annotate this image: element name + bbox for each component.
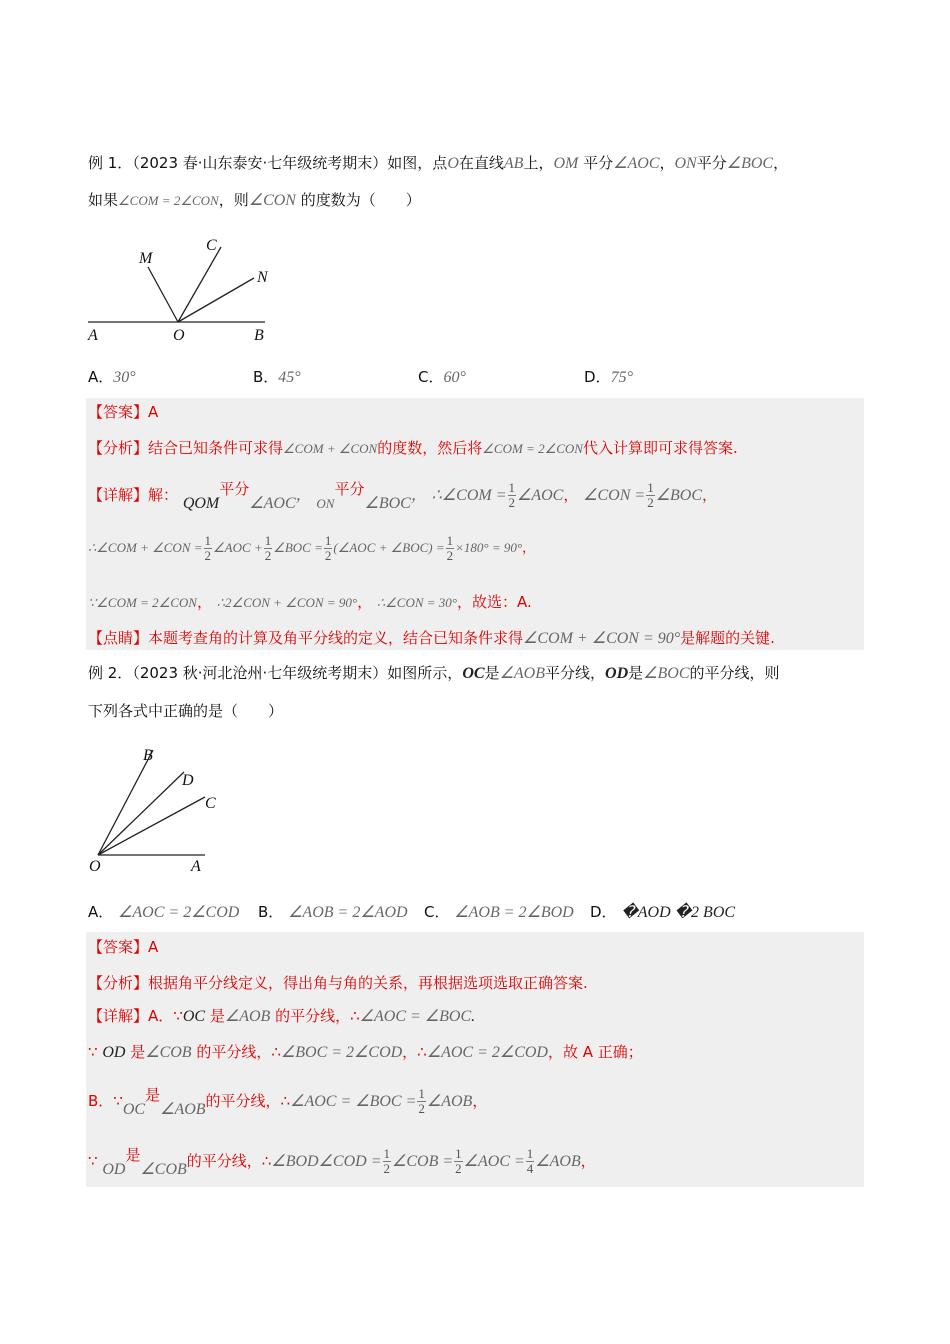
text: ， — [522, 541, 536, 556]
question-source: （2023 秋·河北沧州·七年级统考期末） — [132, 664, 388, 682]
denominator: 2 — [508, 495, 515, 510]
math: ∠COB — [140, 1161, 187, 1178]
math: ∠COM = 2∠CON — [482, 441, 583, 456]
numerator: 1 — [324, 533, 332, 548]
text: ， — [472, 1092, 488, 1110]
ray-oc — [178, 247, 221, 322]
option-value: ∠AOC = 2∠COD — [118, 904, 240, 921]
fraction — [508, 481, 517, 510]
text: 是 — [125, 1146, 141, 1164]
math: OD — [102, 1044, 126, 1061]
label-n: N — [257, 269, 268, 286]
answer-value: A — [148, 403, 159, 421]
text: 代入计算即可求得答案. — [582, 439, 738, 457]
question-source: （2023 春·山东泰安·七年级统考期末） — [132, 154, 388, 172]
denominator: 2 — [418, 1101, 425, 1116]
text: 是 — [628, 664, 644, 682]
text: ， — [659, 154, 675, 172]
q2-detail-line3 — [88, 1083, 487, 1120]
math: ∴∠CON = 30° — [376, 595, 458, 610]
math: ∠AOC = — [463, 1153, 525, 1170]
math: ∠AOC = ∠BOC — [359, 1008, 472, 1025]
math: OC — [182, 1008, 206, 1025]
ray-od — [98, 772, 184, 855]
q2-detail-line2 — [88, 1042, 643, 1063]
math: ∠BOC = — [273, 540, 323, 555]
text: 平分线， — [545, 664, 606, 682]
q2-analysis — [88, 973, 588, 993]
q1-answer — [88, 402, 158, 422]
numerator: 1 — [647, 480, 654, 495]
denominator: 2 — [264, 548, 272, 563]
text: ，故 A 正确； — [547, 1043, 643, 1061]
fraction — [446, 534, 455, 563]
text: 的度数，然后将 — [377, 439, 483, 457]
question-number: 例 2． — [88, 664, 133, 682]
numerator: 1 — [204, 533, 211, 548]
denominator: 2 — [324, 548, 332, 563]
text: 的平分线，则 — [689, 664, 780, 682]
option-key: C． — [424, 903, 450, 921]
math: ∴∠COM + ∠CON = — [88, 540, 203, 555]
ray-om — [148, 267, 178, 322]
denominator: 2 — [455, 1161, 462, 1176]
option-value: 30° — [113, 369, 136, 386]
text: 如图所示， — [387, 664, 463, 682]
text: ， — [773, 154, 789, 172]
math: ∠COB = — [392, 1153, 454, 1170]
q1-stem-line1 — [88, 153, 788, 174]
text: ，故选：A. — [457, 593, 532, 611]
option-value: �AOD �2 BOC — [621, 904, 736, 921]
numerator: 1 — [455, 1146, 462, 1161]
text: ，则 — [218, 191, 249, 209]
math: ∠AOC — [613, 155, 660, 172]
text: 是 — [130, 1043, 146, 1061]
label-c: C — [205, 795, 216, 812]
q1-option-c[interactable] — [418, 366, 466, 387]
text: 的平分线，∴ — [196, 1043, 281, 1061]
text: 本题考查角的计算及角平分线的定义，结合已知条件求得 — [148, 629, 524, 647]
text: 如果 — [88, 191, 119, 209]
q2-stem-line2 — [88, 701, 283, 721]
fraction — [526, 1147, 535, 1176]
q1-option-d[interactable] — [584, 366, 633, 387]
math: ∠COM + ∠CON — [283, 441, 378, 456]
text: 的平分线，∴ — [205, 1092, 291, 1110]
math: ∠CON = — [583, 487, 646, 504]
text: 是 — [484, 664, 500, 682]
math: OM — [553, 155, 579, 172]
option-key: D． — [590, 903, 617, 921]
q2-answer — [88, 937, 158, 957]
text: ， — [295, 487, 312, 504]
text: 解： — [148, 486, 179, 504]
math: ∠COB — [145, 1044, 192, 1061]
math: OC — [122, 1101, 146, 1118]
label-o: O — [173, 327, 185, 344]
option-key: B． — [258, 903, 284, 921]
math: ∠AOB — [160, 1101, 206, 1118]
tag: 【详解】 — [88, 1007, 149, 1025]
option-key: B． — [253, 368, 279, 386]
tag: 【分析】 — [88, 439, 149, 457]
text: 的度数为（ ） — [300, 191, 421, 209]
numerator: 1 — [383, 1146, 390, 1161]
text: 是 — [209, 1007, 225, 1025]
text: ， — [702, 486, 718, 504]
label-b: B — [143, 747, 153, 764]
math: ∴∠COM = — [431, 487, 507, 504]
q1-detail-line2 — [88, 531, 535, 566]
label-m: M — [139, 250, 153, 267]
math: ∠AOC = 2∠COD — [426, 1044, 548, 1061]
text: 是 — [145, 1086, 161, 1104]
question-number: 例 1． — [88, 154, 133, 172]
q2-option-a[interactable] — [88, 901, 239, 922]
text: 上， — [523, 154, 554, 172]
label-a: A — [88, 327, 98, 344]
math: ∠COM + ∠CON = 90° — [523, 630, 681, 647]
fraction — [454, 1147, 463, 1176]
text: ∵ — [88, 1043, 98, 1061]
math: AB — [503, 155, 524, 172]
denominator: 2 — [383, 1161, 390, 1176]
math: ∠AOC = ∠BOC = — [290, 1093, 417, 1110]
math: ∠AOC — [517, 487, 564, 504]
q2-option-b[interactable] — [258, 901, 408, 922]
math: ∠COM = 2∠CON — [118, 193, 219, 208]
text: 平分 — [219, 480, 250, 498]
text: ， — [410, 487, 427, 504]
math: (∠AOC + ∠BOC) = — [333, 540, 445, 555]
denominator: 4 — [526, 1161, 534, 1176]
fraction — [417, 1087, 426, 1116]
math: ∠BOC = 2∠COD — [280, 1044, 403, 1061]
fraction — [646, 481, 655, 510]
q2-option-c[interactable] — [424, 901, 574, 922]
text: 是解题的关键. — [680, 629, 775, 647]
label-a: A — [191, 858, 201, 875]
fraction — [204, 534, 213, 563]
math: ∠BOC — [364, 495, 411, 512]
label-b: B — [254, 327, 264, 344]
q2-detail-line1 — [88, 1006, 475, 1027]
answer-value: A — [148, 938, 159, 956]
label-d: D — [182, 772, 194, 789]
text: ∵ — [88, 1152, 98, 1170]
fraction — [383, 1147, 392, 1176]
text: 的平分线，∴ — [186, 1152, 272, 1170]
text: A．∵ — [148, 1007, 183, 1025]
option-value: ∠AOB = 2∠BOD — [454, 904, 574, 921]
ray-oc — [98, 797, 205, 855]
numerator: 1 — [418, 1086, 425, 1101]
option-key: A． — [88, 903, 114, 921]
math: OD — [605, 665, 629, 682]
numerator: 1 — [526, 1146, 534, 1161]
text: 结合已知条件可求得 — [148, 439, 284, 457]
math: ∠AOB — [224, 1008, 271, 1025]
q1-comment — [88, 628, 775, 649]
q2-option-d[interactable] — [590, 901, 735, 922]
math: ∠AOB — [499, 665, 546, 682]
denominator: 2 — [204, 548, 211, 563]
math: ∠BOC — [643, 665, 690, 682]
text: 平分 — [583, 154, 614, 172]
math: QOM — [182, 495, 220, 512]
text: ， — [196, 593, 212, 611]
ray-ob — [98, 750, 153, 855]
fraction — [324, 534, 333, 563]
math: ON — [674, 155, 697, 172]
option-value: ∠AOB = 2∠AOD — [288, 904, 408, 921]
math: OC — [462, 665, 485, 682]
math: ∠CON — [248, 192, 296, 209]
denominator: 2 — [446, 548, 454, 563]
label-o: O — [89, 858, 101, 875]
tag: 【答案】 — [88, 938, 149, 956]
text: 平分 — [334, 480, 365, 498]
q1-option-a[interactable] — [88, 366, 136, 387]
text: 如图，点 — [387, 154, 448, 172]
math: ON — [316, 496, 335, 511]
q2-figure — [80, 740, 230, 880]
ray-on — [178, 278, 254, 322]
math: ∠BOC — [655, 487, 703, 504]
option-key: A． — [88, 368, 114, 386]
math: OD — [102, 1161, 126, 1178]
q1-detail-line3 — [88, 592, 532, 613]
option-key: C． — [418, 368, 444, 386]
q1-figure — [80, 230, 280, 350]
text: 的平分线，∴ — [275, 1007, 360, 1025]
q1-stem-line2 — [88, 190, 421, 211]
math: ∠AOC + — [213, 540, 263, 555]
text: B．∵ — [88, 1092, 123, 1110]
tag: 【分析】 — [88, 974, 149, 992]
text: ， — [580, 1152, 596, 1170]
tag: 【点睛】 — [88, 629, 149, 647]
option-key: D． — [584, 368, 611, 386]
math: ∵∠COM = 2∠CON — [88, 595, 197, 610]
text: ， — [357, 593, 373, 611]
tag: 【详解】 — [88, 486, 149, 504]
numerator: 1 — [264, 533, 272, 548]
math: ∠BOC — [726, 155, 774, 172]
q2-detail-line4 — [88, 1143, 596, 1180]
math: ×180° = 90° — [455, 540, 523, 555]
math: ∠AOB — [426, 1093, 473, 1110]
text: ， — [563, 486, 579, 504]
q1-analysis — [88, 438, 738, 459]
fraction — [264, 534, 273, 563]
q2-stem-line1 — [88, 663, 780, 684]
text: 根据角平分线定义，得出角与角的关系，再根据选项选取正确答案. — [148, 974, 588, 992]
option-value: 75° — [610, 369, 633, 386]
math: O — [447, 155, 459, 172]
q1-detail-line1 — [88, 478, 717, 513]
option-value: 45° — [278, 369, 301, 386]
option-value: 60° — [443, 369, 466, 386]
text: 平分 — [696, 154, 727, 172]
math: ∠BOD∠COD = — [271, 1153, 382, 1170]
text: 下列各式中正确的是（ ） — [88, 702, 284, 720]
q1-option-b[interactable] — [253, 366, 301, 387]
text: ，∴ — [402, 1043, 427, 1061]
tag: 【答案】 — [88, 403, 149, 421]
label-c: C — [206, 237, 217, 254]
numerator: 1 — [508, 480, 515, 495]
math: ∴2∠CON + ∠CON = 90° — [216, 595, 358, 610]
math: ∠AOB — [535, 1153, 581, 1170]
text: . — [471, 1008, 476, 1025]
numerator: 1 — [446, 533, 454, 548]
math: ∠AOC — [249, 495, 296, 512]
text: 在直线 — [458, 154, 504, 172]
denominator: 2 — [647, 495, 654, 510]
